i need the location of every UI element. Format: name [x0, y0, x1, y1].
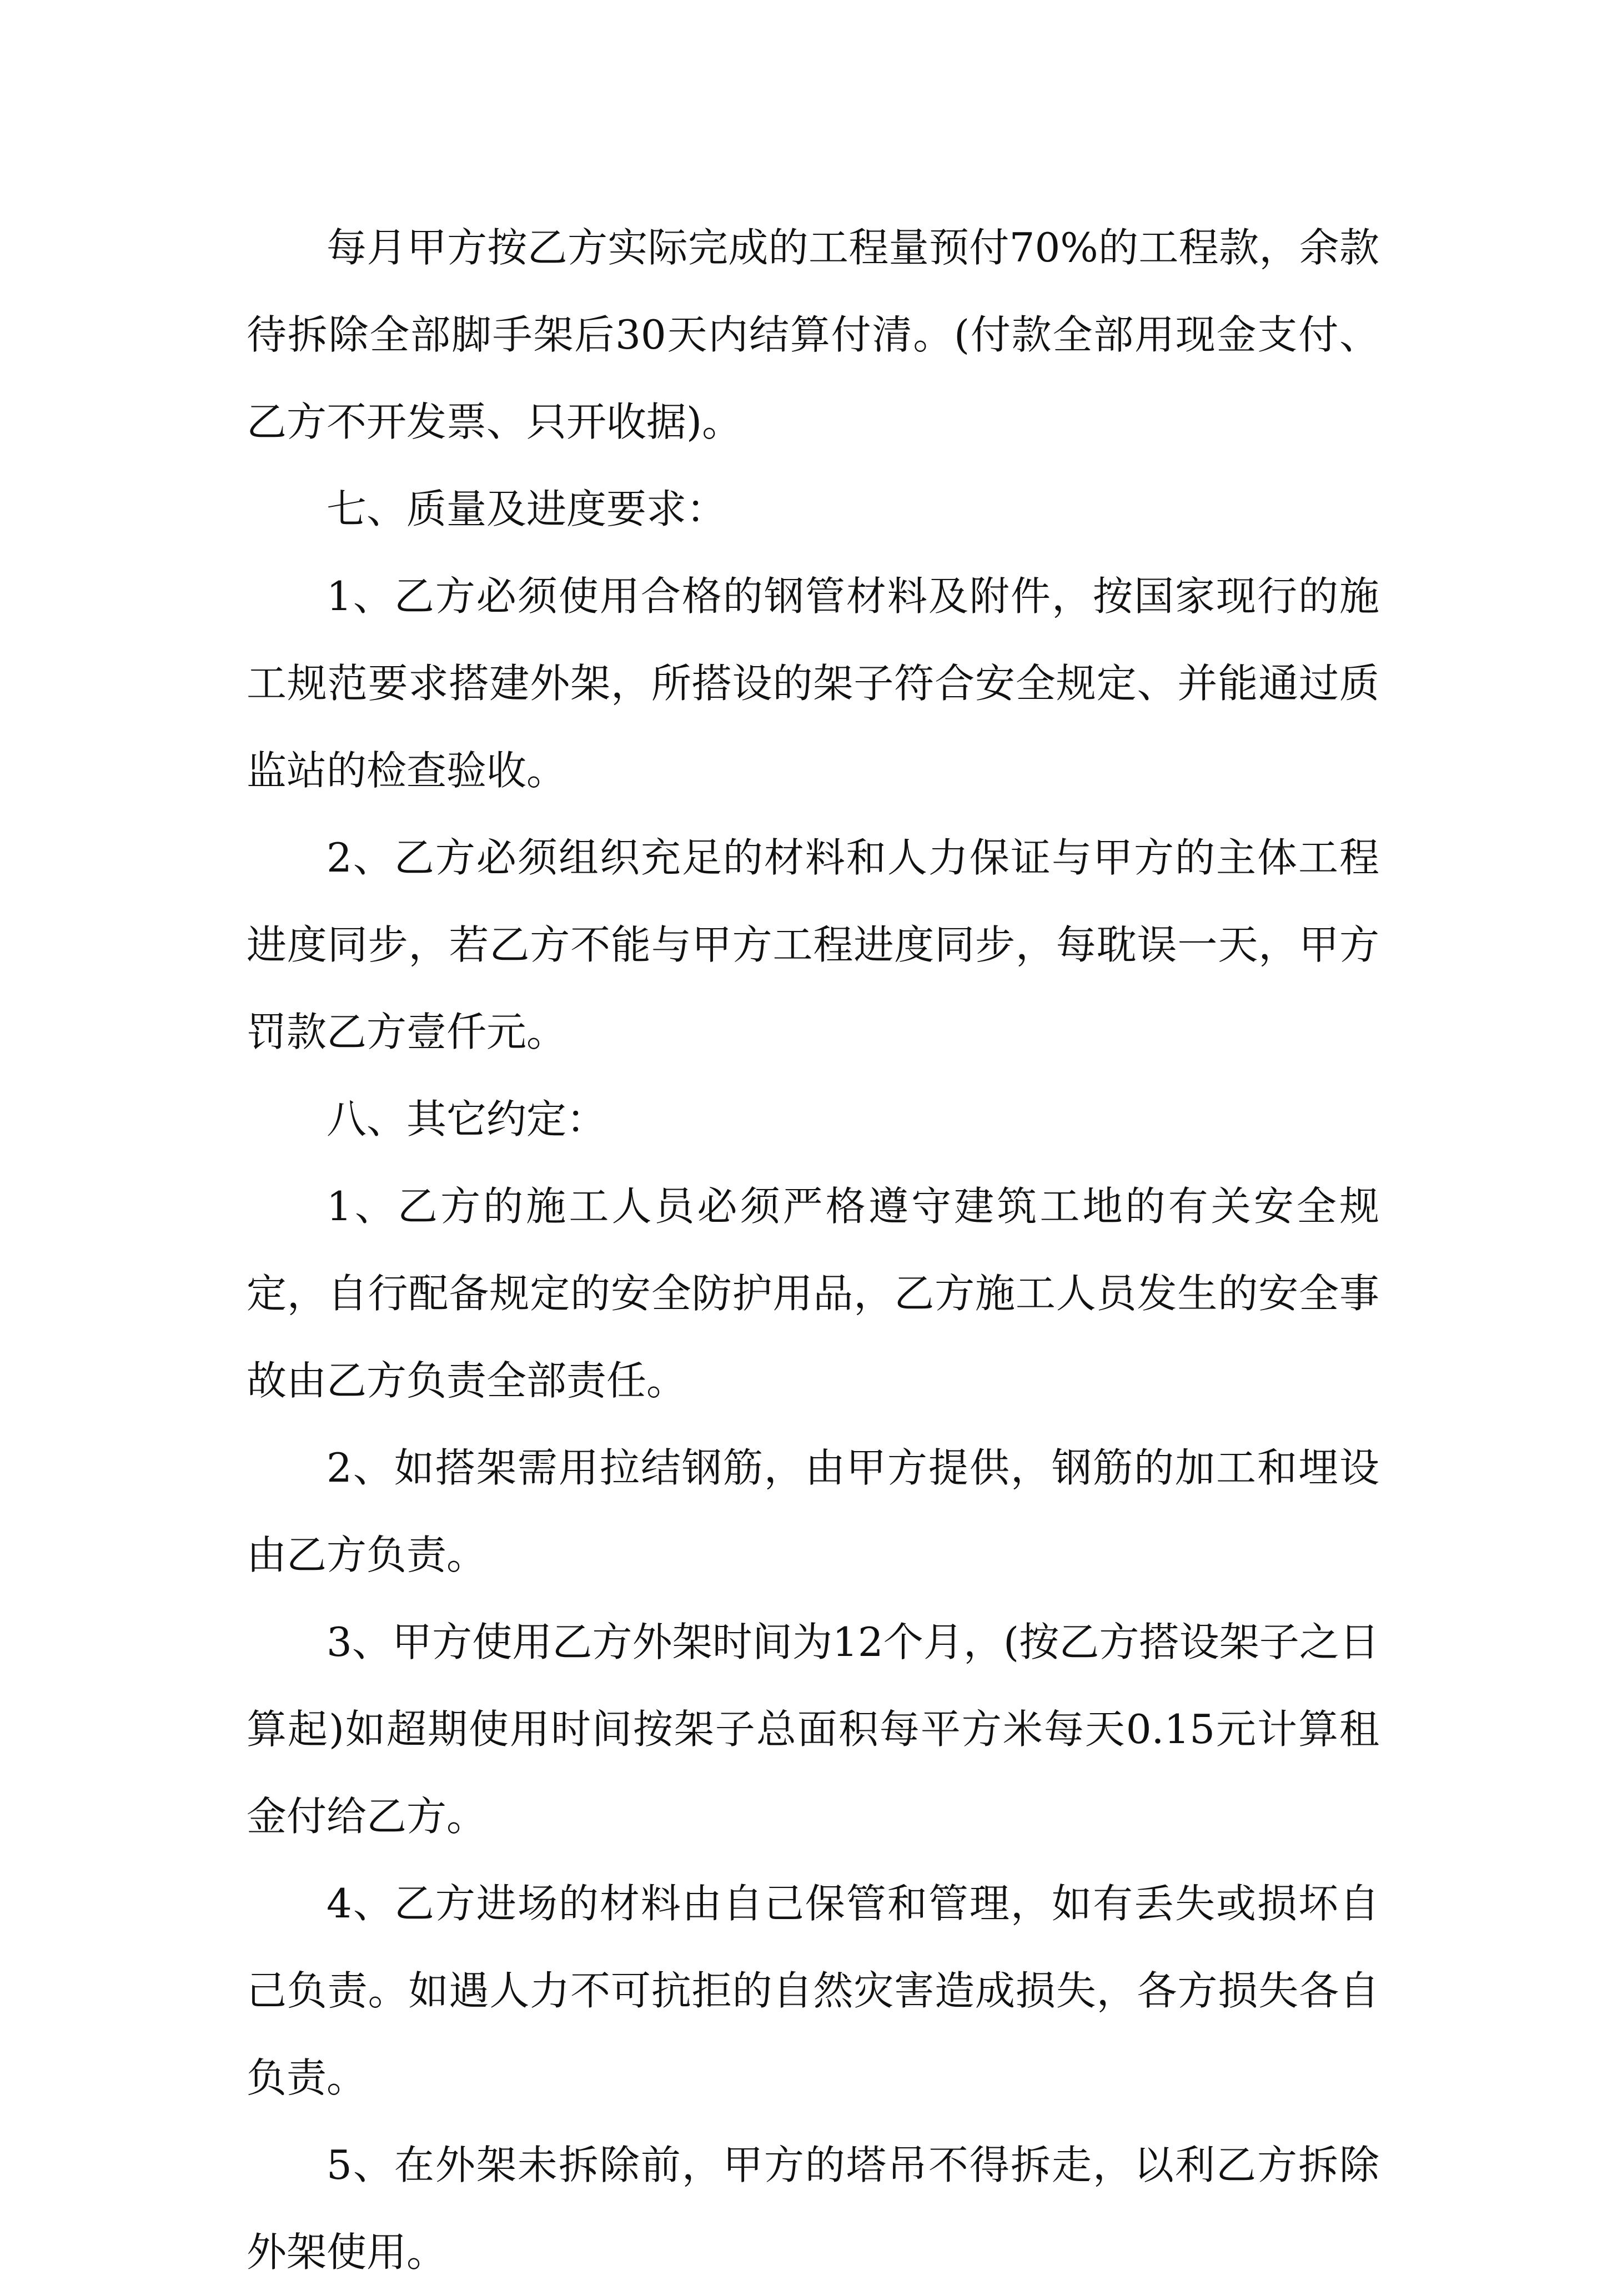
paragraph-other-1: 1、乙方的施工人员必须严格遵守建筑工地的有关安全规定，自行配备规定的安全防护用品，乙方施工人员发生的安全事故由乙方负责全部责任。	[247, 1183, 1379, 1404]
paragraph-other-2: 2、如搭架需用拉结钢筋，由甲方提供，钢筋的加工和埋设由乙方负责。	[247, 1444, 1379, 1578]
paragraph-payment-terms: 每月甲方按乙方实际完成的工程量预付70%的工程款，余款待拆除全部脚手架后30天内结算付清。(付款全部用现金支付、乙方不开发票、只开收据)。	[247, 224, 1379, 445]
paragraph-other-4: 4、乙方进场的材料由自己保管和管理，如有丢失或损坏自己负责。如遇人力不可抗拒的自然灾害造成损失，各方损失各自负责。	[247, 1880, 1379, 2101]
section-heading-other-terms: 八、其它约定：	[327, 1096, 607, 1142]
document-body	[247, 204, 1379, 2296]
paragraph-other-5: 5、在外架未拆除前，甲方的塔吊不得拆走，以利乙方拆除外架使用。	[247, 2142, 1379, 2275]
paragraph-other-3: 3、甲方使用乙方外架时间为12个月，(按乙方搭设架子之日算起)如超期使用时间按架子总面积每平方米每天0.15元计算租金付给乙方。	[247, 1619, 1379, 1840]
paragraph-quality-1: 1、乙方必须使用合格的钢管材料及附件，按国家现行的施工规范要求搭建外架，所搭设的架子符合安全规定、并能通过质监站的检查验收。	[247, 573, 1379, 794]
section-heading-quality-progress: 七、质量及进度要求：	[327, 486, 727, 532]
paragraph-quality-2: 2、乙方必须组织充足的材料和人力保证与甲方的主体工程进度同步，若乙方不能与甲方工程进度同步，每耽误一天，甲方罚款乙方壹仟元。	[247, 834, 1379, 1055]
